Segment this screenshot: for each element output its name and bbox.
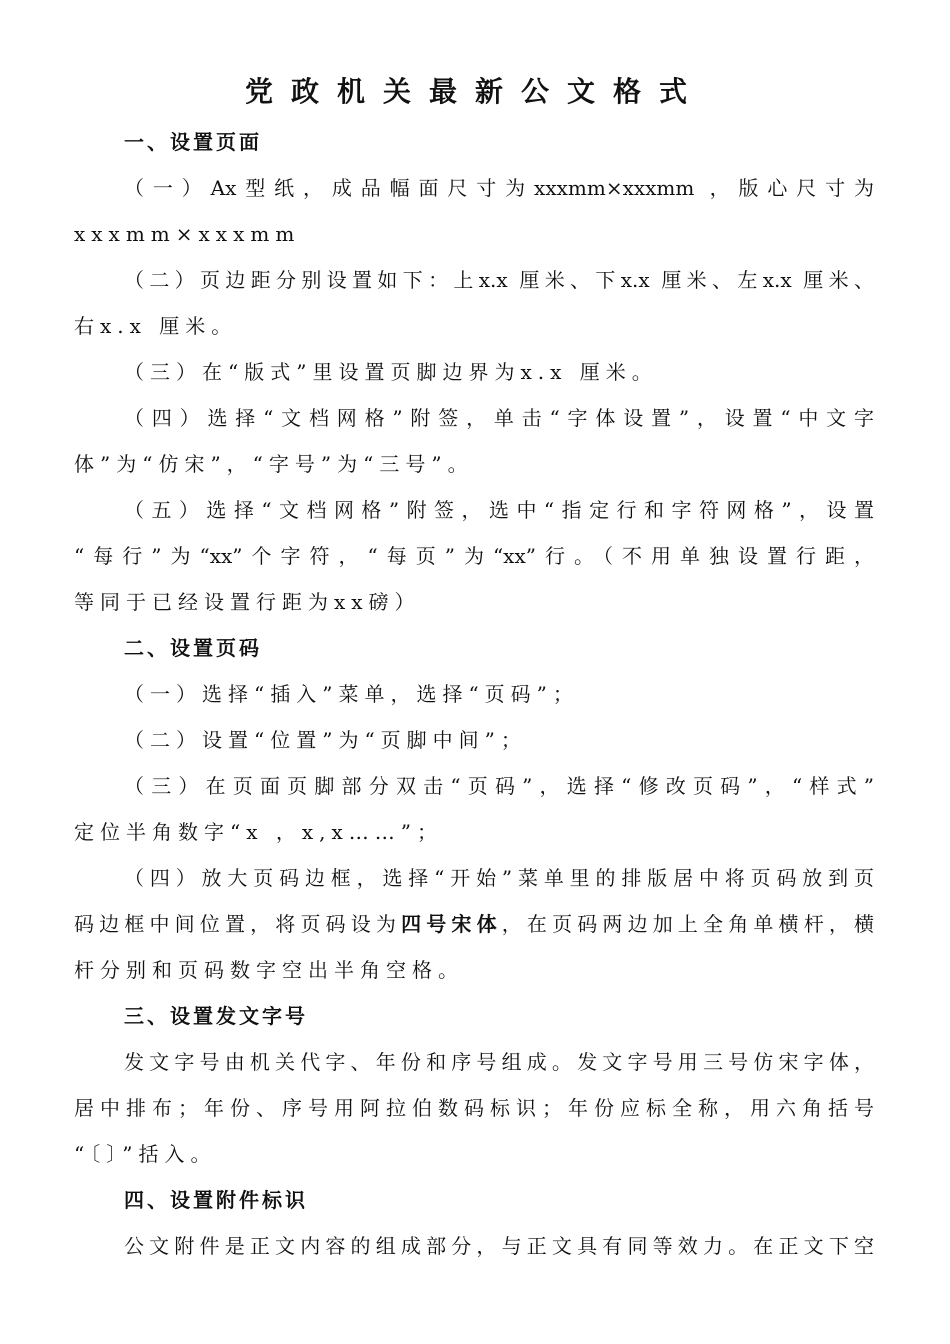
paragraph-line: 等同于已经设置行距为xx磅） bbox=[74, 590, 421, 614]
paragraph-line: 杆分别和页码数字空出半角空格。 bbox=[74, 958, 464, 982]
mixed-text-after: ，在页码两边加上全角单横杆，横 bbox=[501, 912, 875, 936]
paragraph-line: （一）Ax型纸，成品幅面尺寸为xxxmm×xxxmm ，版心尺寸为 bbox=[124, 176, 874, 200]
section-heading: 三、设置发文字号 bbox=[124, 1004, 308, 1028]
paragraph-line: 体”为“仿宋”，“字号”为“三号”。 bbox=[74, 452, 474, 476]
document-title: 党政机关最新公文格式 bbox=[244, 75, 705, 108]
paragraph-line: （二）设置“位置”为“页脚中间”； bbox=[124, 728, 527, 752]
section-heading: 二、设置页码 bbox=[124, 636, 262, 660]
paragraph-line: 右x.x 厘米。 bbox=[74, 314, 238, 338]
paragraph-line: xxxmm×xxxmm bbox=[74, 222, 301, 246]
paragraph-line: 定位半角数字“x ，x,x……”； bbox=[74, 820, 444, 844]
paragraph-line: （三）在页面页脚部分双击“页码”，选择“修改页码”，“样式” bbox=[124, 774, 874, 798]
paragraph-line: “每行”为“xx”个字符，“每页”为“xx”行。（不用单独设置行距， bbox=[74, 544, 874, 568]
paragraph-line: （一）选择“插入”菜单，选择“页码”； bbox=[124, 682, 579, 706]
paragraph-line: （四）选择“文档网格”附签，单击“字体设置”，设置“中文字 bbox=[124, 406, 874, 430]
paragraph-line: （二）页边距分别设置如下：上x.x 厘米、下x.x 厘米、左x.x 厘米、 bbox=[124, 268, 874, 292]
paragraph-line: 发文字号由机关代字、年份和序号组成。发文字号用三号仿宋字体， bbox=[124, 1050, 874, 1074]
section-heading: 一、设置页面 bbox=[124, 130, 262, 154]
bold-font-spec: 四号宋体 bbox=[401, 912, 502, 936]
section-heading: 四、设置附件标识 bbox=[124, 1188, 308, 1212]
paragraph-line: （三）在“版式”里设置页脚边界为x.x 厘米。 bbox=[124, 360, 658, 384]
paragraph-line: “〔〕”括入。 bbox=[74, 1142, 217, 1166]
paragraph-line: （四）放大页码边框，选择“开始”菜单里的排版居中将页码放到页 bbox=[124, 866, 874, 890]
mixed-text-before: 码边框中间位置，将页码设为 bbox=[74, 912, 402, 936]
paragraph-line: （五）选择“文档网格”附签，选中“指定行和字符网格”，设置 bbox=[124, 498, 874, 522]
paragraph-line: 居中排布；年份、序号用阿拉伯数码标识；年份应标全称，用六角括号 bbox=[74, 1096, 874, 1120]
paragraph-line: 公文附件是正文内容的组成部分，与正文具有同等效力。在正文下空 bbox=[124, 1234, 874, 1258]
paragraph-line-mixed bbox=[74, 910, 874, 938]
